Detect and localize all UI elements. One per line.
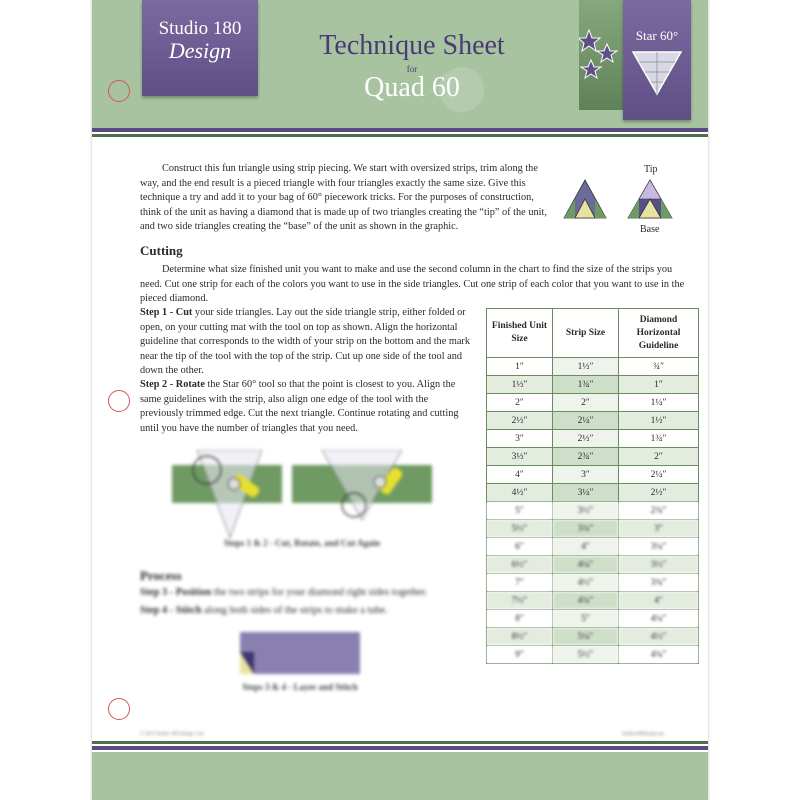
cut-step1-illustration bbox=[172, 450, 282, 540]
binder-hole-icon bbox=[108, 80, 130, 102]
title-for: for bbox=[406, 64, 418, 74]
base-label: Base bbox=[640, 224, 660, 235]
chart-cell-guideline: 1¼″ bbox=[619, 394, 699, 412]
chart-cell-finished: 4″ bbox=[487, 466, 553, 484]
size-chart-table bbox=[486, 308, 699, 664]
step-1-label: Step 1 - Cut bbox=[140, 307, 193, 318]
chart-cell-guideline: 3¾″ bbox=[619, 574, 699, 592]
step-1-text: your side triangles. Lay out the side triangle strip, either folded or open, on your cutting mat with the tool on top as shown. Align the horizontal guideline that corresponds to the width of your strip on the bottom and the mark near the tip of the tool with the top of the strip. Cut up one side of the tool and down the other. bbox=[140, 307, 471, 376]
chart-cell-finished: 3″ bbox=[487, 430, 553, 448]
chart-cell-strip: 5½″ bbox=[553, 646, 619, 664]
header-stripe-green bbox=[92, 134, 708, 137]
chart-cell-guideline: 4¼″ bbox=[619, 610, 699, 628]
header-stripe-purple bbox=[92, 128, 708, 132]
binder-hole-icon bbox=[108, 698, 130, 720]
footer-stripe-purple bbox=[92, 746, 708, 750]
chart-row bbox=[487, 376, 699, 394]
chart-cell-finished: 6″ bbox=[487, 538, 553, 556]
process-heading: Process bbox=[140, 568, 182, 583]
website-text: Studio180Design.net bbox=[622, 732, 665, 737]
step-3-text: the two strips for your diamond right sides together. bbox=[211, 587, 428, 598]
chart-row bbox=[487, 538, 699, 556]
step-2-text: the Star 60° tool so that the point is closest to you. Align the same guidelines with the strip, also align one edge of the tool with the previously trimmed edge. Cut the next triangle. Continue rotating and cutting until you have the number of triangles that you need. bbox=[140, 379, 459, 434]
logo-line2: Design bbox=[168, 38, 232, 63]
chart-cell-guideline: 4½″ bbox=[619, 628, 699, 646]
steps-1-2-caption: Steps 1 & 2 - Cut, Rotate, and Cut Again bbox=[223, 538, 381, 548]
chart-cell-finished: 8½″ bbox=[487, 628, 553, 646]
chart-cell-strip: 4″ bbox=[553, 538, 619, 556]
tip-label: Tip bbox=[644, 164, 658, 175]
chart-row bbox=[487, 502, 699, 520]
chart-cell-strip: 3¼″ bbox=[553, 484, 619, 502]
technique-sheet-page bbox=[92, 0, 708, 800]
chart-cell-strip: 3¾″ bbox=[553, 520, 619, 538]
chart-row bbox=[487, 412, 699, 430]
chart-cell-guideline: 2¼″ bbox=[619, 466, 699, 484]
step-2 bbox=[140, 378, 470, 436]
chart-row bbox=[487, 610, 699, 628]
chart-row bbox=[487, 646, 699, 664]
chart-row bbox=[487, 448, 699, 466]
chart-cell-finished: 4½″ bbox=[487, 484, 553, 502]
copyright-text: © 2015 Studio 180 Design, Ltd. bbox=[140, 732, 205, 737]
chart-cell-guideline: 1″ bbox=[619, 376, 699, 394]
quad-unit-diagram-left bbox=[562, 178, 608, 222]
chart-header-finished: Finished Unit Size bbox=[487, 309, 553, 358]
chart-cell-finished: 2½″ bbox=[487, 412, 553, 430]
chart-cell-finished: 5½″ bbox=[487, 520, 553, 538]
step-3 bbox=[140, 586, 520, 601]
chart-cell-guideline: ¾″ bbox=[619, 358, 699, 376]
intro-paragraph: Construct this fun triangle using strip piecing. We start with oversized strips, trim along the way, and the end result is a pieced triangle with four triangles exactly the same size. Give this technique a try and add it to your bag of 60° piecework tricks. For the purposes of construction, think of the unit as having a diamond that is made up of two triangles creating the “tip” of the unit, and two side triangles creating the “base” of the unit as shown in the graphic. bbox=[140, 163, 547, 232]
chart-cell-strip: 3½″ bbox=[553, 502, 619, 520]
chart-cell-strip: 1½″ bbox=[553, 358, 619, 376]
chart-cell-strip: 5″ bbox=[553, 610, 619, 628]
chart-cell-guideline: 2¾″ bbox=[619, 502, 699, 520]
step-3-label: Step 3 - Position bbox=[140, 587, 212, 598]
page-subtitle: Quad 60 bbox=[364, 72, 460, 103]
steps-3-4-caption: Steps 3 & 4 - Layer and Stitch bbox=[242, 682, 358, 692]
chart-cell-strip: 2½″ bbox=[553, 430, 619, 448]
cutting-heading: Cutting bbox=[140, 243, 183, 258]
binder-hole-icon bbox=[108, 390, 130, 412]
chart-row bbox=[487, 556, 699, 574]
tool-tab-label: Star 60° bbox=[635, 28, 679, 43]
chart-cell-finished: 7″ bbox=[487, 574, 553, 592]
star-cluster-icon bbox=[579, 0, 623, 110]
chart-row bbox=[487, 628, 699, 646]
chart-header-guideline: Diamond Horizontal Guideline bbox=[619, 309, 699, 358]
chart-cell-strip: 2¼″ bbox=[553, 412, 619, 430]
chart-row bbox=[487, 484, 699, 502]
chart-cell-strip: 4¾″ bbox=[553, 592, 619, 610]
chart-cell-strip: 2″ bbox=[553, 394, 619, 412]
chart-cell-guideline: 4″ bbox=[619, 592, 699, 610]
chart-cell-guideline: 2½″ bbox=[619, 484, 699, 502]
chart-header-row bbox=[487, 309, 699, 358]
footer-band bbox=[92, 752, 708, 800]
chart-cell-guideline: 2″ bbox=[619, 448, 699, 466]
step-2-label: Step 2 - Rotate bbox=[140, 379, 205, 390]
quad-unit-diagram-right bbox=[626, 178, 674, 222]
chart-cell-guideline: 1½″ bbox=[619, 412, 699, 430]
chart-row bbox=[487, 358, 699, 376]
chart-cell-strip: 5¼″ bbox=[553, 628, 619, 646]
chart-cell-finished: 3½″ bbox=[487, 448, 553, 466]
step-4-text: along both sides of the strips to make a tube. bbox=[201, 605, 388, 616]
chart-header-strip: Strip Size bbox=[553, 309, 619, 358]
star60-tool-tab bbox=[623, 0, 691, 120]
chart-cell-guideline: 1¾″ bbox=[619, 430, 699, 448]
logo-line1: Studio 180 bbox=[158, 18, 242, 39]
chart-cell-finished: 5″ bbox=[487, 502, 553, 520]
chart-cell-finished: 1½″ bbox=[487, 376, 553, 394]
step-4-label: Step 4 - Stitch bbox=[140, 605, 202, 616]
chart-cell-strip: 2¾″ bbox=[553, 448, 619, 466]
chart-row bbox=[487, 574, 699, 592]
chart-cell-finished: 9″ bbox=[487, 646, 553, 664]
chart-row bbox=[487, 430, 699, 448]
chart-cell-guideline: 3¼″ bbox=[619, 538, 699, 556]
page-title: Technique Sheet bbox=[319, 30, 505, 61]
chart-row bbox=[487, 466, 699, 484]
ruler-triangle-icon bbox=[623, 44, 691, 104]
footer-stripe-green bbox=[92, 741, 708, 744]
layer-stitch-illustration bbox=[240, 632, 360, 678]
chart-cell-strip: 4¼″ bbox=[553, 556, 619, 574]
chart-cell-finished: 7½″ bbox=[487, 592, 553, 610]
chart-cell-strip: 3″ bbox=[553, 466, 619, 484]
chart-cell-guideline: 3″ bbox=[619, 520, 699, 538]
chart-cell-finished: 8″ bbox=[487, 610, 553, 628]
chart-cell-guideline: 4¾″ bbox=[619, 646, 699, 664]
chart-cell-finished: 2″ bbox=[487, 394, 553, 412]
chart-cell-strip: 4½″ bbox=[553, 574, 619, 592]
stars-tab bbox=[579, 0, 623, 110]
cut-step2-illustration bbox=[292, 450, 432, 540]
chart-cell-finished: 1″ bbox=[487, 358, 553, 376]
chart-row bbox=[487, 520, 699, 538]
step-1 bbox=[140, 306, 470, 379]
chart-row bbox=[487, 592, 699, 610]
chart-row bbox=[487, 394, 699, 412]
studio180-logo bbox=[142, 0, 258, 96]
chart-cell-guideline: 3½″ bbox=[619, 556, 699, 574]
chart-cell-finished: 6½″ bbox=[487, 556, 553, 574]
cutting-paragraph: Determine what size finished unit you want to make and use the second column in the chart to find the size of the strips you need. Cut one strip for each of the colors you want to use in the side triangles. Cut one strip of each color that you want to use in the pieced diamond. bbox=[140, 264, 685, 304]
step-4 bbox=[140, 604, 520, 619]
chart-cell-strip: 1¾″ bbox=[553, 376, 619, 394]
